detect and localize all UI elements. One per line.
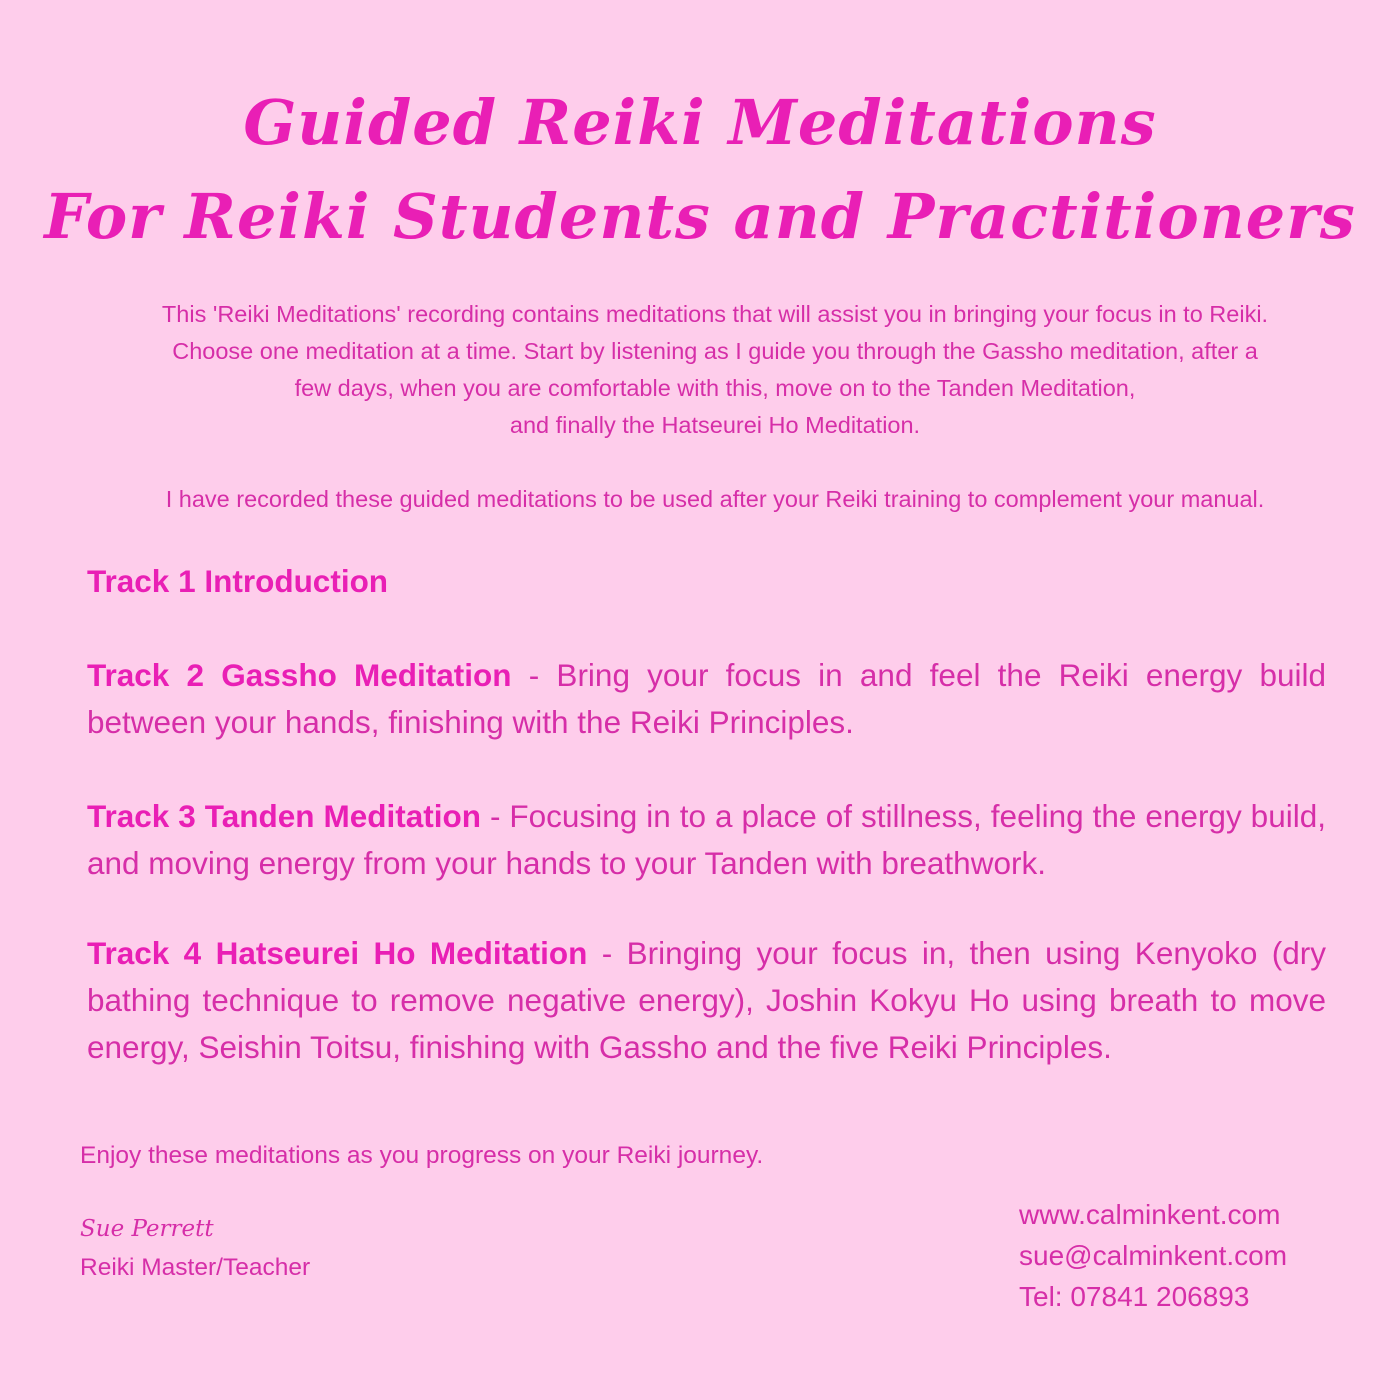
intro-line: and finally the Hatseurei Ho Meditation. xyxy=(509,412,921,438)
contact-email-link[interactable]: sue@calminkent.com xyxy=(1019,1240,1288,1271)
intro-line: Choose one meditation at a time. Start by listening as I guide you through the Gassho meditation, after a xyxy=(172,338,1258,364)
track-4 xyxy=(87,930,1326,1071)
intro-note: I have recorded these guided meditations to be used after your Reiki training to complement your manual. xyxy=(165,486,1265,512)
track-3-name: Track 3 Tanden Meditation xyxy=(87,798,481,834)
track-3-description: - Focusing in to a place of stillness, feeling the energy build, and moving energy from your hands to your Tanden with breathwork. xyxy=(87,798,1326,881)
signature-role: Reiki Master/Teacher xyxy=(80,1254,311,1281)
contact-phone: Tel: 07841 206893 xyxy=(1019,1281,1250,1312)
title-line-1: Guided Reiki Meditations xyxy=(243,86,1157,159)
track-4-description: - Bringing your focus in, then using Kenyoko (dry bathing technique to remove negative energy), Joshin Kokyu Ho using breath to move energy, Seishin Toitsu, finishing with Gassho and the five Reiki Principles. xyxy=(87,935,1327,1065)
track-3 xyxy=(87,793,1326,887)
signature-name: Sue Perrett xyxy=(80,1216,214,1242)
intro-paragraph xyxy=(70,296,1360,444)
track-1 xyxy=(87,558,1326,605)
track-2-name: Track 2 Gassho Meditation xyxy=(87,657,512,693)
track-2-description: - Bring your focus in and feel the Reiki energy build between your hands, finishing with the Reiki Principles. xyxy=(87,657,1326,740)
track-4-name: Track 4 Hatseurei Ho Meditation xyxy=(87,935,588,971)
intro-line: few days, when you are comfortable with this, move on to the Tanden Meditation, xyxy=(294,375,1136,401)
contact-website-link[interactable]: www.calminkent.com xyxy=(1019,1199,1281,1230)
intro-line: This 'Reiki Meditations' recording contains meditations that will assist you in bringing your focus in to Reiki. xyxy=(161,301,1269,327)
track-1-name: Track 1 Introduction xyxy=(87,563,389,599)
closing-text: Enjoy these meditations as you progress on your Reiki journey. xyxy=(80,1142,764,1169)
track-2 xyxy=(87,652,1326,746)
title-line-2: For Reiki Students and Practitioners xyxy=(44,180,1356,253)
